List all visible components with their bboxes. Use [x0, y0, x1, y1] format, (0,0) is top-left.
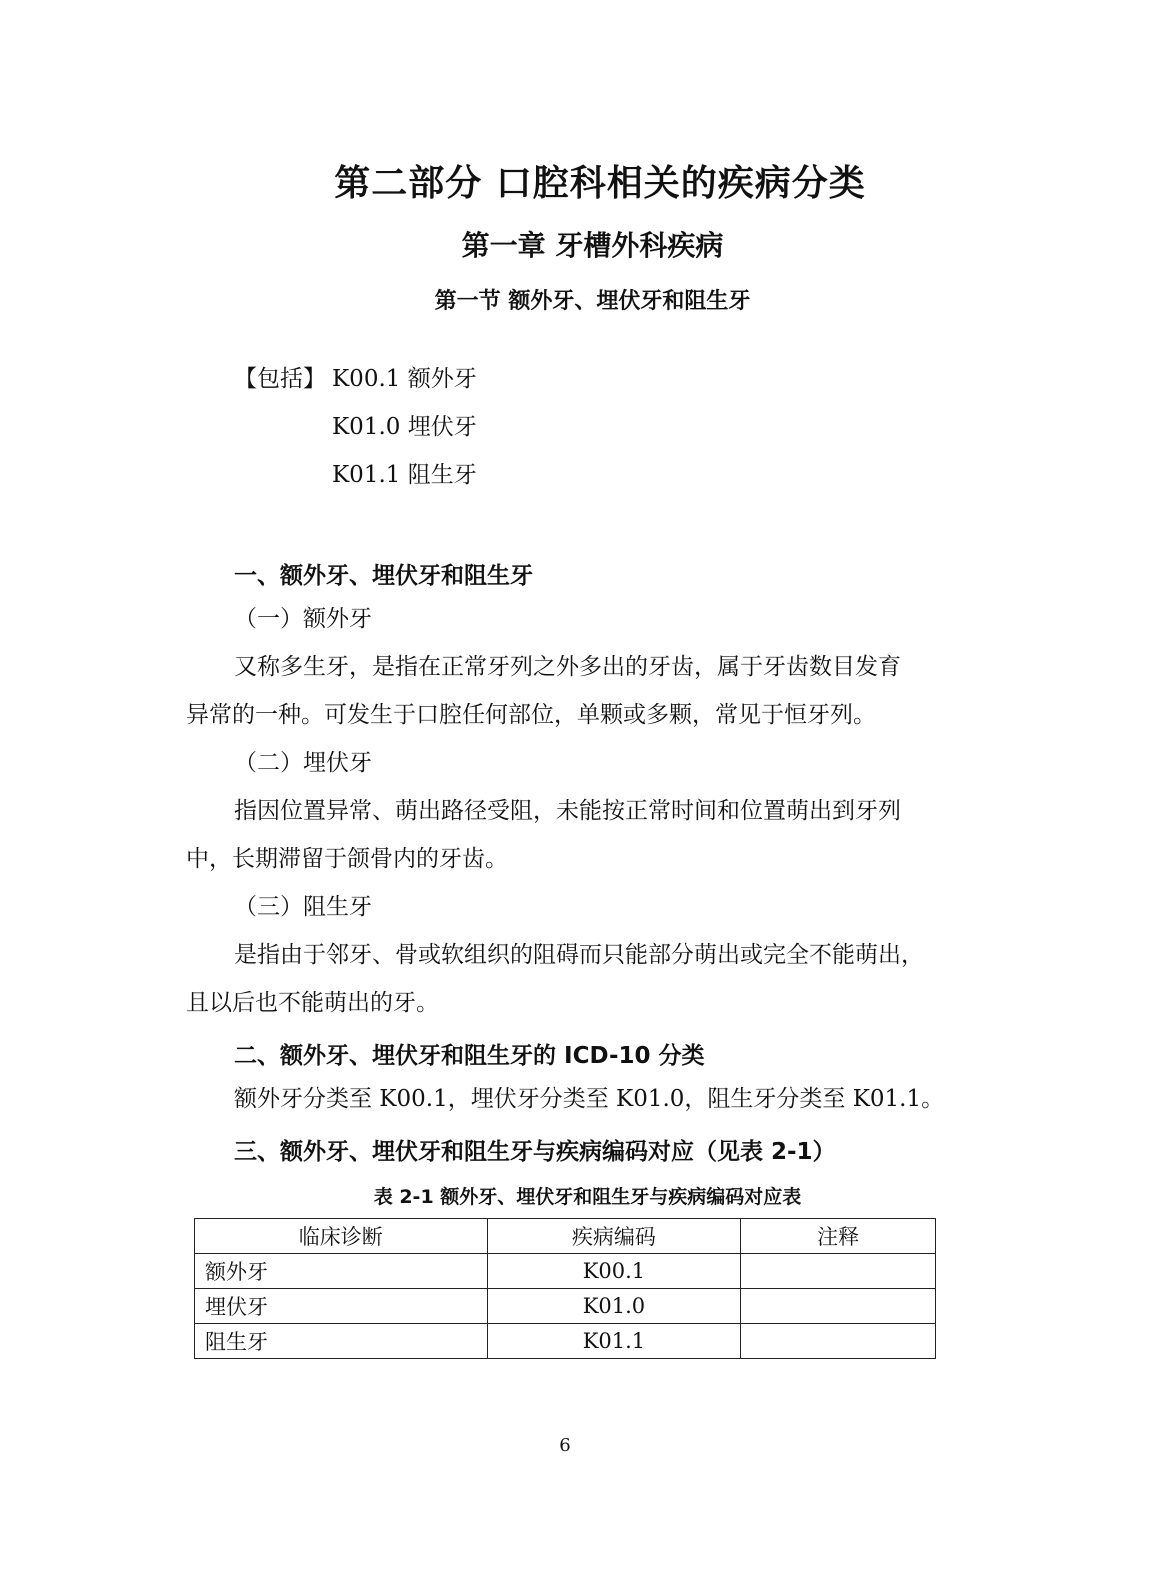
table-cell: 额外牙 — [195, 1254, 488, 1289]
table-cell — [741, 1254, 936, 1289]
table-cell: K01.1 — [487, 1324, 741, 1359]
section-title: 第一节 额外牙、埋伏牙和阻生牙 — [434, 289, 751, 314]
table-header: 注释 — [741, 1219, 936, 1254]
chapter-title: 第一章 牙槽外科疾病 — [461, 229, 724, 262]
includes-label: 【包括】 — [234, 366, 326, 392]
subheading-2: （二）埋伏牙 — [234, 750, 372, 776]
table-row — [195, 1254, 936, 1289]
table-cell: K01.0 — [487, 1289, 741, 1324]
table-cell: 阻生牙 — [195, 1324, 488, 1359]
includes-item: K01.1 阻生牙 — [332, 462, 477, 488]
subheading-1: （一）额外牙 — [234, 606, 372, 632]
subheading-3: （三）阻生牙 — [234, 894, 372, 920]
paragraph-3-line-1: 是指由于邻牙、骨或软组织的阻碍而只能部分萌出或完全不能萌出， — [234, 942, 924, 968]
paragraph-2-line-2: 中，长期滞留于颌骨内的牙齿。 — [186, 846, 508, 872]
heading-2: 二、额外牙、埋伏牙和阻生牙的 ICD-10 分类 — [234, 1043, 705, 1069]
page-number: 6 — [559, 1435, 571, 1456]
part-title: 第二部分 口腔科相关的疾病分类 — [334, 163, 866, 204]
includes-item: K01.0 埋伏牙 — [332, 414, 477, 440]
paragraph-4: 额外牙分类至 K00.1，埋伏牙分类至 K01.0，阻生牙分类至 K01.1。 — [234, 1086, 945, 1112]
table-cell: K00.1 — [487, 1254, 741, 1289]
includes-item: K00.1 额外牙 — [332, 366, 477, 392]
table-cell — [741, 1289, 936, 1324]
paragraph-2-line-1: 指因位置异常、萌出路径受阻，未能按正常时间和位置萌出到牙列 — [234, 798, 901, 824]
table-header-row — [195, 1219, 936, 1254]
table-row — [195, 1324, 936, 1359]
table-cell: 埋伏牙 — [195, 1289, 488, 1324]
paragraph-3-line-2: 且以后也不能萌出的牙。 — [186, 990, 439, 1016]
heading-3: 三、额外牙、埋伏牙和阻生牙与疾病编码对应（见表 2-1） — [234, 1139, 836, 1165]
table-header: 疾病编码 — [487, 1219, 741, 1254]
icd-table — [194, 1218, 936, 1359]
table-row — [195, 1289, 936, 1324]
table-header: 临床诊断 — [195, 1219, 488, 1254]
paragraph-1-line-1: 又称多生牙，是指在正常牙列之外多出的牙齿，属于牙齿数目发育 — [234, 654, 901, 680]
heading-1: 一、额外牙、埋伏牙和阻生牙 — [234, 563, 533, 589]
table-cell — [741, 1324, 936, 1359]
table-caption: 表 2-1 额外牙、埋伏牙和阻生牙与疾病编码对应表 — [373, 1186, 802, 1208]
paragraph-1-line-2: 异常的一种。可发生于口腔任何部位，单颗或多颗，常见于恒牙列。 — [186, 702, 876, 728]
